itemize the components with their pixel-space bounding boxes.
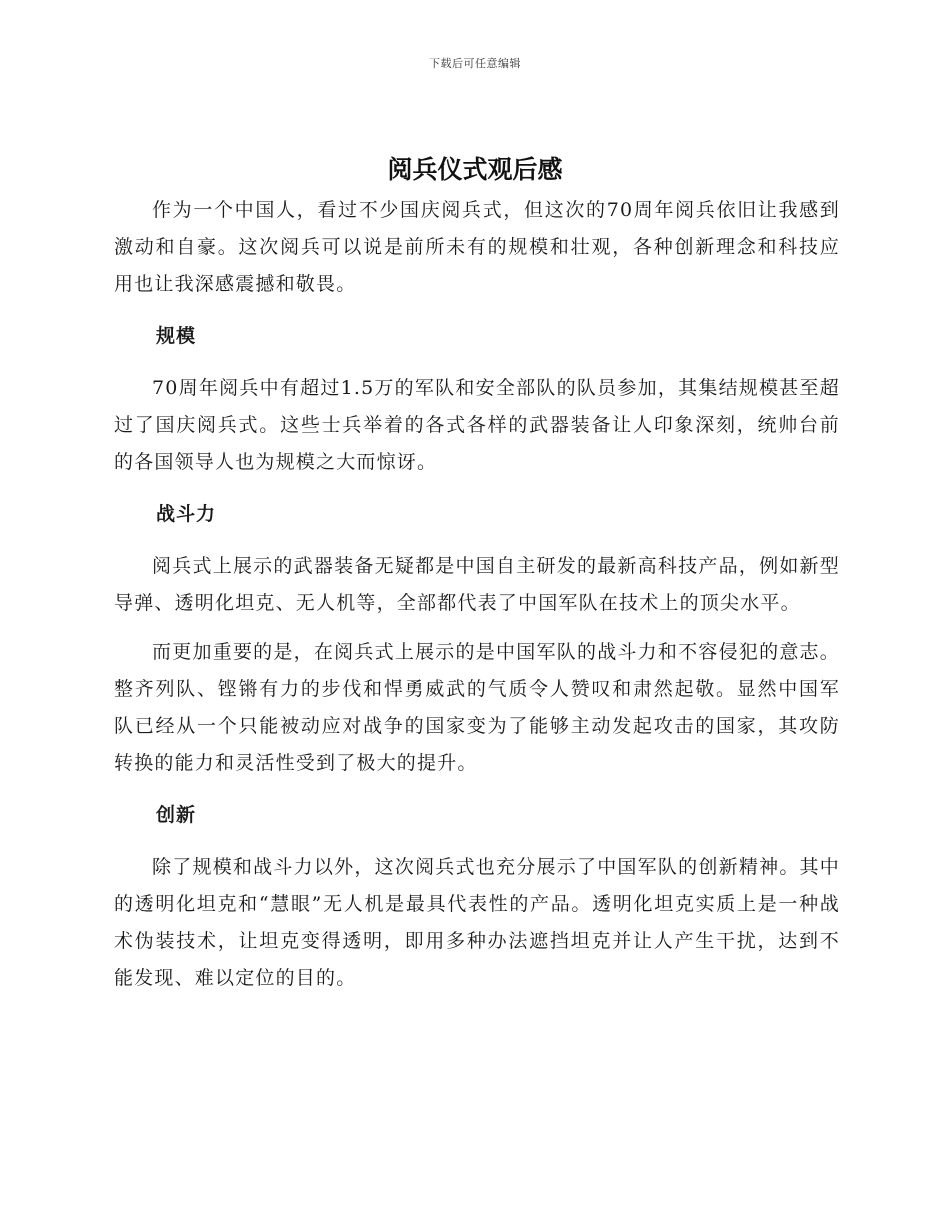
spacer [114, 782, 840, 797]
section-heading-innovation: 创新 [156, 804, 197, 826]
intro-paragraph: 作为一个中国人，看过不少国庆阅兵式，但这次的70周年阅兵依旧让我感到激动和自豪。这次阅兵可以说是前所未有的规模和壮观，各种创新理念和科技应用也让我深感震撼和敬畏。 [114, 199, 840, 295]
spacer [114, 533, 840, 548]
spacer [114, 303, 840, 318]
spacer [114, 481, 840, 496]
combat-paragraph-2: 而更加重要的是，在阅兵式上展示的是中国军队的战斗力和不容侵犯的意志。整齐列队、铿锵有力的步伐和悍勇威武的气质令人赞叹和肃然起敬。显然中国军队已经从一个只能被动应对战争的国家变为了能够主动发起攻击的国家，其攻防转换的能力和灵活性受到了极大的提升。 [114, 641, 840, 774]
document-title: 阅兵仪式观后感 [387, 155, 563, 184]
innovation-paragraph: 除了规模和战斗力以外，这次阅兵式也充分展示了中国军队的创新精神。其中的透明化坦克和“慧眼”无人机是最具代表性的产品。透明化坦克实质上是一种战术伪装技术，让坦克变得透明，即用多种办法遮挡坦克并让人产生干扰，达到不能发现、难以定位的目的。 [114, 856, 840, 989]
section-heading-scale: 规模 [156, 325, 197, 347]
document-body [114, 192, 840, 997]
section-heading-combat: 战斗力 [156, 503, 217, 525]
scale-paragraph: 70周年阅兵中有超过1.5万的军队和安全部队的队员参加，其集结规模甚至超过了国庆阅兵式。这些士兵举着的各式各样的武器装备让人印象深刻，统帅台前的各国领导人也为规模之大而惊讶。 [114, 377, 840, 473]
spacer [114, 622, 840, 634]
spacer [114, 834, 840, 849]
spacer [114, 355, 840, 370]
header-note: 下载后可任意编辑 [429, 57, 521, 70]
combat-paragraph-1: 阅兵式上展示的武器装备无疑都是中国自主研发的最新高科技产品，例如新型导弹、透明化坦克、无人机等，全部都代表了中国军队在技术上的顶尖水平。 [114, 555, 840, 614]
